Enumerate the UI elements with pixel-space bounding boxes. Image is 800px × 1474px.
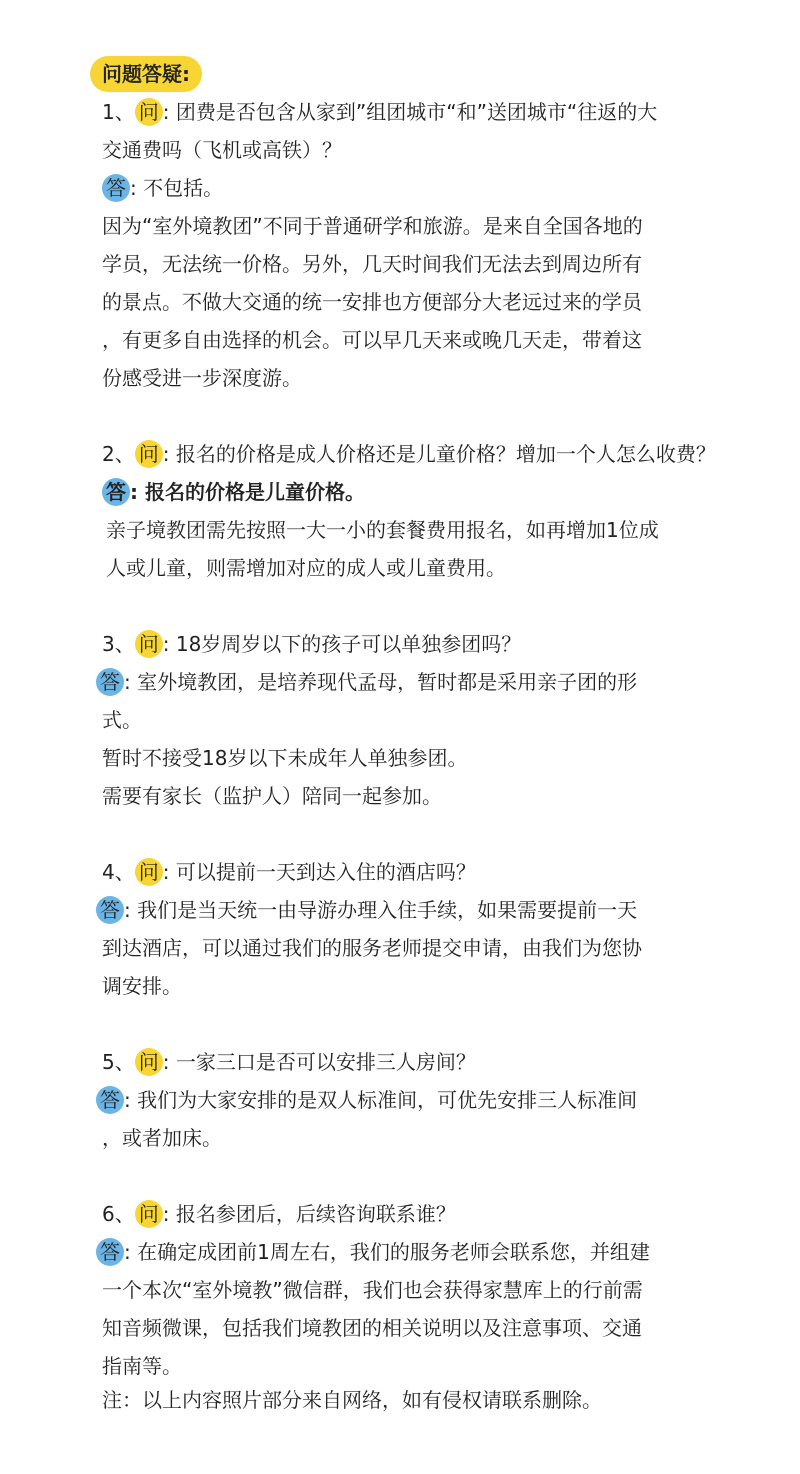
question-mark-badge: 问 — [135, 98, 163, 126]
answer-3-detail-line: 需要有家长（监护人）陪同一起参加。 — [102, 784, 442, 808]
question-4 — [102, 858, 476, 886]
question-mark-badge: 问 — [135, 630, 163, 658]
question-text: 报名参团后，后续咨询联系谁？ — [175, 1202, 456, 1226]
answer-mark-badge: 答 — [96, 1086, 124, 1114]
answer-1-detail-line: ，有更多自由选择的机会。可以早几天来或晚几天走，带着这 — [102, 328, 642, 352]
answer-text: 报名的价格是儿童价格。 — [144, 480, 365, 504]
answer-6-detail-line: 一个本次“室外境教”微信群，我们也会获得家慧库上的行前需 — [102, 1278, 643, 1302]
answer-2-detail-line: 人或儿童，则需增加对应的成人或儿童费用。 — [106, 556, 506, 580]
answer-6 — [96, 1238, 650, 1266]
answer-3-detail-line: 暂时不接受18岁以下未成年人单独参团。 — [102, 746, 468, 770]
question-mark-badge: 问 — [135, 1048, 163, 1076]
question-number: 4、 — [102, 860, 135, 884]
question-text: 可以提前一天到达入住的酒店吗？ — [175, 860, 476, 884]
answer-4 — [96, 896, 637, 924]
answer-mark-badge: 答 — [96, 668, 124, 696]
answer-2-detail-line: 亲子境教团需先按照一大一小的套餐费用报名，如再增加1位成 — [106, 518, 659, 542]
answer-6-detail-line: 知音频微课，包括我们境教团的相关说明以及注意事项、交通 — [102, 1316, 642, 1340]
answer-6-detail-line: 指南等。 — [102, 1354, 182, 1378]
answer-5-detail-line: ，或者加床。 — [102, 1126, 222, 1150]
answer-mark-badge: 答 — [102, 174, 130, 202]
question-6 — [102, 1200, 456, 1228]
question-text: 报名的价格是成人价格还是儿童价格？增加一个人怎么收费？ — [175, 442, 716, 466]
faq-title-badge: 问题答疑: — [90, 56, 202, 92]
question-number: 3、 — [102, 632, 135, 656]
answer-1 — [102, 174, 223, 202]
answer-4-detail-line: 到达酒店，可以通过我们的服务老师提交申请，由我们为您协 — [102, 936, 642, 960]
colon: : — [162, 1050, 176, 1074]
colon: : — [162, 100, 176, 124]
question-mark-badge: 问 — [135, 858, 163, 886]
answer-mark-badge: 答 — [102, 478, 130, 506]
question-3 — [102, 630, 521, 658]
colon: : — [130, 480, 145, 504]
question-2 — [102, 440, 716, 468]
question-text: 一家三口是否可以安排三人房间？ — [175, 1050, 476, 1074]
question-1 — [102, 98, 657, 126]
answer-1-detail-line: 份感受进一步深度游。 — [102, 366, 302, 390]
question-mark-badge: 问 — [135, 440, 163, 468]
question-5 — [102, 1048, 476, 1076]
question-number: 5、 — [102, 1050, 135, 1074]
question-text: 18岁周岁以下的孩子可以单独参团吗？ — [175, 632, 522, 656]
answer-3-continued: 式。 — [102, 708, 142, 732]
answer-1-detail-line: 因为“室外境教团”不同于普通研学和旅游。是来自全国各地的 — [102, 214, 643, 238]
colon: : — [162, 632, 176, 656]
answer-mark-badge: 答 — [96, 1238, 124, 1266]
colon: : — [124, 1088, 138, 1112]
question-1-continued: 交通费吗（飞机或高铁）？ — [102, 138, 342, 162]
answer-2 — [102, 478, 365, 506]
answer-text: 我们为大家安排的是双人标准间，可优先安排三人标准间 — [137, 1088, 638, 1112]
question-number: 6、 — [102, 1202, 135, 1226]
answer-text: 我们是当天统一由导游办理入住手续，如果需要提前一天 — [137, 898, 638, 922]
colon: : — [130, 176, 144, 200]
question-text: 团费是否包含从家到”组团城市“和”送团城市“往返的大 — [175, 100, 658, 124]
colon: : — [162, 860, 176, 884]
colon: : — [124, 1240, 138, 1264]
answer-text: 不包括。 — [143, 176, 224, 200]
colon: : — [124, 898, 138, 922]
colon: : — [162, 1202, 176, 1226]
answer-text: 室外境教团，是培养现代孟母，暂时都是采用亲子团的形 — [137, 670, 638, 694]
answer-text: 在确定成团前1周左右，我们的服务老师会联系您，并组建 — [137, 1240, 650, 1264]
answer-mark-badge: 答 — [96, 896, 124, 924]
colon: : — [162, 442, 176, 466]
colon: : — [124, 670, 138, 694]
answer-1-detail-line: 学员，无法统一价格。另外，几天时间我们无法去到周边所有 — [102, 252, 642, 276]
question-number: 1、 — [102, 100, 135, 124]
answer-5 — [96, 1086, 637, 1114]
answer-3 — [96, 668, 637, 696]
disclaimer-note: 注：以上内容照片部分来自网络，如有侵权请联系删除。 — [102, 1388, 602, 1412]
question-number: 2、 — [102, 442, 135, 466]
answer-4-detail-line: 调安排。 — [102, 974, 182, 998]
question-mark-badge: 问 — [135, 1200, 163, 1228]
answer-1-detail-line: 的景点。不做大交通的统一安排也方便部分大老远过来的学员 — [102, 290, 642, 314]
